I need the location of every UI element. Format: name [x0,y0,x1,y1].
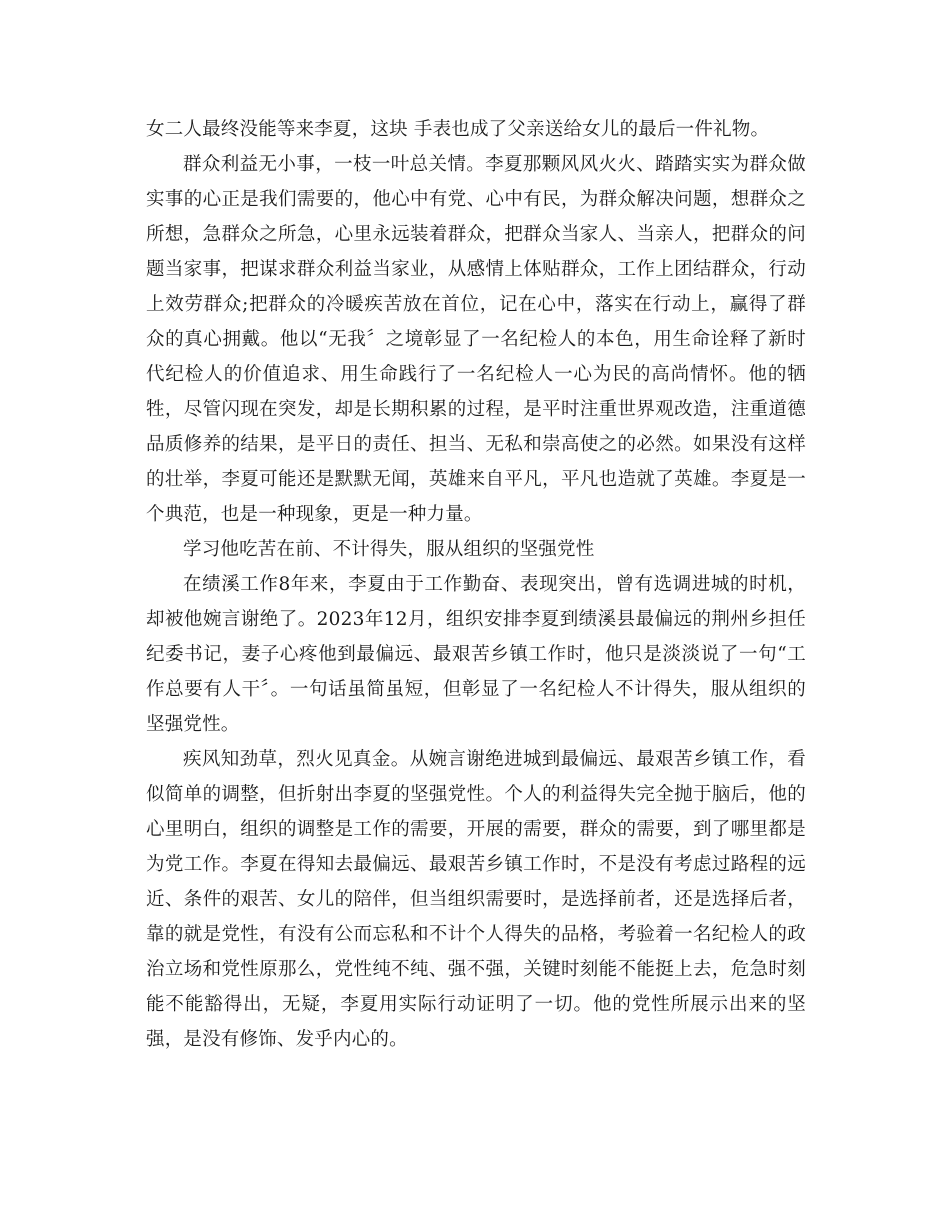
paragraph-continuation: 女二人最终没能等来李夏，这块 手表也成了父亲送给女儿的最后一件礼物。 [146,119,770,140]
paragraph-body: 群众利益无小事，一枝一叶总关情。李夏那颗风风火火、踏踏实实为群众做实事的心正是我们需要的，他心中有党、心中有民，为群众解决问题，想群众之所想，急群众之所急，心里永远装着群众，把群众当家人、当亲人，把群众的问题当家事，把谋求群众利益当家业，从感情上体贴群众，工作上团结群众，行动上效劳群众;把群众的冷暖疾苦放在首位，记在心中，落实在行动上，赢得了群众的真心拥戴。他以“无我〞之境彰显了一名纪检人的本色，用生命诠释了新时代纪检人的价值追求、用生命践行了一名纪检人一心为民的高尚情怀。他的牺牲，尽管闪现在突发，却是长期积累的过程，是平时注重世界观改造，注重道德品质修养的结果，是平日的责任、担当、无私和崇高使之的必然。如果没有这样的壮举，李夏可能还是默默无闻，英雄来自平凡，平凡也造就了英雄。李夏是一个典范，也是一种现象，更是一种力量。 [146,154,806,525]
paragraph-body: 疾风知劲草，烈火见真金。从婉言谢绝进城到最偏远、最艰苦乡镇工作，看似简单的调整，但折射出李夏的坚强党性。个人的利益得失完全抛于脑后，他的心里明白，组织的调整是工作的需要，开展的需要，群众的需要，到了哪里都是为党工作。李夏在得知去最偏远、最艰苦乡镇工作时，不是没有考虑过路程的远近、条件的艰苦、女儿的陪伴，但当组织需要时，是选择前者，还是选择后者，靠的就是党性，有没有公而忘私和不计个人得失的品格，考验着一名纪检人的政治立场和党性原那么，党性纯不纯、强不强，关键时刻能不能挺上去，危急时刻能不能豁得出，无疑，李夏用实际行动证明了一切。他的党性所展示出来的坚强，是没有修饰、发乎内心的。 [146,749,806,1050]
section-heading: 学习他吃苦在前、不计得失，服从组织的坚强党性 [183,539,595,560]
paragraph-body: 在绩溪工作8年来，李夏由于工作勤奋、表现突出，曾有选调进城的时机，却被他婉言谢绝了。2023年12月，组织安排李夏到绩溪县最偏远的荆州乡担任纪委书记，妻子心疼他到最偏远、最艰苦乡镇工作时，他只是淡淡说了一句“工作总要有人干〞。一句话虽简虽短，但彰显了一名纪检人不计得失，服从组织的坚强党性。 [146,574,806,735]
document-body [146,112,806,1057]
